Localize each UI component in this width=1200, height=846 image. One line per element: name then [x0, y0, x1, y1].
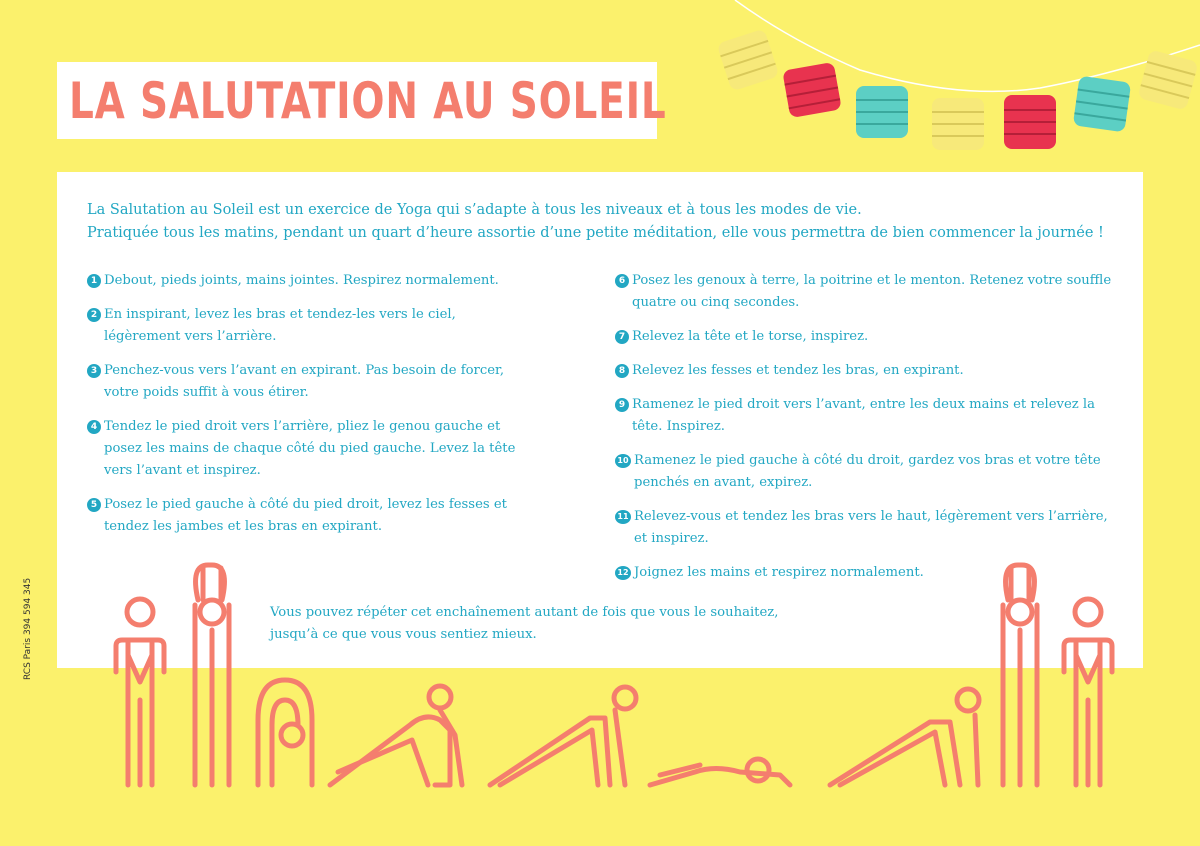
step-text: En inspirant, levez les bras et tendez-les vers le ciel, légèrement vers l’arrière.	[104, 307, 456, 344]
step-number-badge: 1	[87, 274, 101, 288]
step-text: Ramenez le pied droit vers l’avant, entre les deux mains et relevez la tête. Inspirez.	[632, 397, 1096, 434]
arms-raised-pose-icon	[195, 565, 229, 785]
step-text: Relevez-vous et tendez les bras vers le haut, légèrement vers l’arrière, et inspirez.	[634, 509, 1108, 546]
step-number-badge: 10	[615, 454, 631, 468]
step-text: Debout, pieds joints, mains jointes. Respirez normalement.	[104, 273, 499, 288]
step-text: Relevez la tête et le torse, inspirez.	[632, 329, 869, 344]
step-number-badge: 9	[615, 398, 629, 412]
step-number-badge: 4	[87, 420, 101, 434]
step-number-badge: 8	[615, 364, 629, 378]
closing-line-2: jusqu’à ce que vous vous sentiez mieux.	[270, 627, 537, 642]
step-text: Joignez les mains et respirez normalement.	[634, 565, 924, 580]
step-text: Ramenez le pied gauche à côté du droit, gardez vos bras et votre tête penchés en avant, expirez.	[634, 453, 1101, 490]
step-number-badge: 7	[615, 330, 629, 344]
step-text: Tendez le pied droit vers l’arrière, pliez le genou gauche et posez les mains de chaque côté du pied gauche. Levez la tête vers l’avant et inspirez.	[104, 419, 516, 478]
step-number-badge: 2	[87, 308, 101, 322]
intro-line-2: Pratiquée tous les matins, pendant un quart d’heure assortie d’une petite méditation, elle vous permettra de bien commencer la journée !	[87, 225, 1104, 241]
step-number-badge: 6	[615, 274, 629, 288]
step-number-badge: 3	[87, 364, 101, 378]
arms-raised-pose-icon	[1003, 565, 1037, 785]
step-text: Posez les genoux à terre, la poitrine et le menton. Retenez votre souffle quatre ou cinq secondes.	[632, 273, 1112, 310]
knees-chest-chin-pose-icon	[650, 759, 790, 785]
closing-line-1: Vous pouvez répéter cet enchaînement autant de fois que vous le souhaitez,	[270, 605, 779, 620]
step-text: Posez le pied gauche à côté du pied droit, levez les fesses et tendez les jambes et les bras en expirant.	[104, 497, 507, 534]
step-number-badge: 11	[615, 510, 631, 524]
standing-pose-icon	[1064, 599, 1112, 785]
standing-pose-icon	[116, 599, 164, 785]
step-number-badge: 5	[87, 498, 101, 512]
step-number-badge: 12	[615, 566, 631, 580]
step-text: Penchez-vous vers l’avant en expirant. Pas besoin de forcer, votre poids suffit à vous étirer.	[104, 363, 505, 400]
intro-line-1: La Salutation au Soleil est un exercice de Yoga qui s’adapte à tous les niveaux et à tous les modes de vie.	[87, 202, 862, 218]
plank-pose-icon	[830, 689, 979, 785]
forward-bend-pose-icon	[258, 680, 312, 785]
step-text: Relevez les fesses et tendez les bras, en expirant.	[632, 363, 964, 378]
downward-dog-pose-icon	[490, 687, 636, 785]
lunge-pose-icon	[330, 686, 462, 785]
rcs-registration-note: RCS Paris 394 594 345	[23, 577, 33, 680]
page-title: LA SALUTATION AU SOLEIL	[69, 71, 667, 130]
